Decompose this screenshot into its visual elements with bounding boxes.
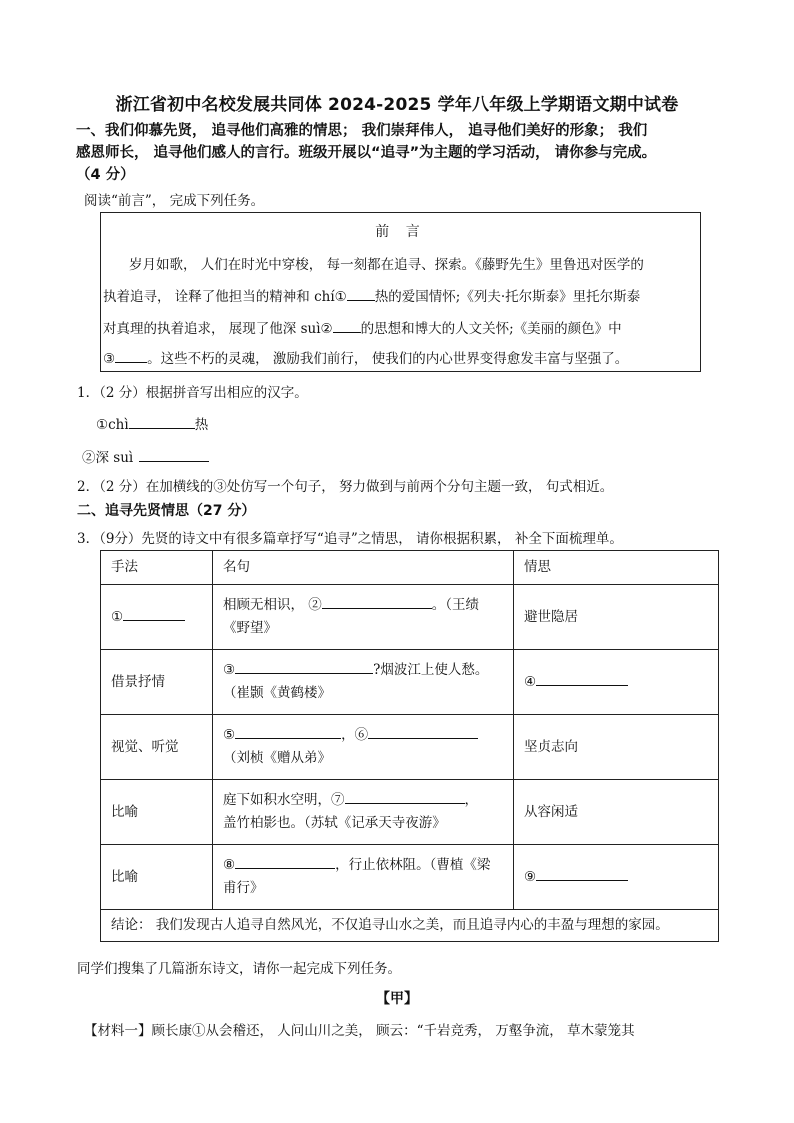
quote-part-a: ③ [223, 662, 236, 678]
preface-line-2 [103, 285, 640, 305]
cell-method: 视觉、听觉 [101, 715, 213, 780]
quote-part-b: ，行止依林阻。（曹植《梁 [335, 857, 491, 873]
answer-blank-5[interactable] [235, 724, 341, 739]
answer-blank-8[interactable] [235, 854, 335, 869]
cell-method: 借景抒情 [101, 650, 213, 715]
cell-quote [213, 845, 514, 910]
quote-part-a: ⑤ [223, 727, 236, 743]
table-row [101, 585, 719, 650]
answer-blank-6[interactable] [368, 724, 478, 739]
quote-part-c: 《野望》 [223, 620, 277, 636]
cell-quote [213, 715, 514, 780]
cell-emotion [514, 845, 719, 910]
cell-emotion: 避世隐居 [514, 585, 719, 650]
quote-part-c: 盖竹柏影也。（苏轼《记承天寺夜游》 [223, 815, 446, 831]
preface-heading: 前 言 [375, 224, 426, 240]
q1-item-2 [82, 446, 209, 466]
section1-line-3: （4 分） [76, 167, 135, 183]
quote-part-a: ⑧ [223, 857, 236, 873]
preface-line-2b: 热的爱国情怀;《列夫·托尔斯泰》里托尔斯泰 [374, 289, 641, 305]
quote-part-c: 甫行》 [223, 880, 264, 896]
cell-emotion: 从容闲适 [514, 780, 719, 845]
method-label: ① [111, 608, 124, 625]
preface-line-4a: ③ [103, 351, 116, 367]
exam-title: 浙江省初中名校发展共同体 2024-2025 学年八年级上学期语文期中试卷 [115, 95, 679, 115]
quote-part-a: 相顾无相识， ② [223, 597, 322, 613]
q1-stem: 1．（2 分）根据拼音写出相应的汉字。 [77, 385, 308, 401]
cell-method [101, 585, 213, 650]
blank-3[interactable] [115, 348, 147, 363]
section1-heading [76, 120, 746, 186]
header-method: 手法 [101, 551, 213, 585]
answer-blank-7[interactable] [345, 789, 465, 804]
preface-line-3 [103, 317, 622, 337]
q1-answer-1[interactable] [129, 414, 195, 429]
table-header-row [101, 551, 719, 585]
preface-line-2a: 执着追寻， 诠释了他担当的精神和 chí① [103, 289, 347, 305]
after-table-text: 同学们搜集了几篇浙东诗文，请你一起完成下列任务。 [77, 961, 401, 977]
section1-line-2: 感恩师长， 追寻他们感人的言行。班级开展以“追寻”为主题的学习活动， 请你参与完成。 [76, 145, 657, 161]
answer-blank-3[interactable] [235, 659, 373, 674]
cell-method: 比喻 [101, 780, 213, 845]
quote-part-a: 庭下如积水空明，⑦ [223, 792, 345, 808]
conclusion-row [101, 910, 719, 942]
preface-line-3b: 的思想和博大的人文关怀;《美丽的颜色》中 [360, 321, 622, 337]
section1-instruction: 阅读“前言”， 完成下列任务。 [84, 193, 265, 209]
quote-part-b: 。（王绩 [431, 597, 480, 613]
table-row [101, 845, 719, 910]
cell-quote [213, 585, 514, 650]
q1-item-2-label: ②深 suì [82, 450, 134, 466]
cell-method: 比喻 [101, 845, 213, 910]
header-emotion: 情思 [514, 551, 719, 585]
answer-blank-9[interactable] [536, 866, 628, 881]
preface-line-3a: 对真理的执着追求， 展现了他深 suì② [103, 321, 333, 337]
q3-stem: 3．（9分）先贤的诗文中有很多篇章抒写“追寻”之情思， 请你根据积累， 补全下面梳理单。 [77, 531, 623, 547]
material-1: 【材料一】顾长康①从会稽还， 人问山川之美， 顾云：“千岩竞秀， 万壑争流， 草木蒙笼其 [84, 1023, 635, 1039]
q1-item-1 [96, 413, 208, 433]
cell-quote [213, 650, 514, 715]
quote-part-c: （刘桢《赠从弟》 [223, 750, 331, 766]
quote-part-b: ?烟波江上使人愁。 [373, 662, 489, 678]
q1-item-1-label: ①chì [96, 417, 129, 433]
section1-line-1: 一、我们仰慕先贤， 追寻他们高雅的情思； 我们崇拜伟人， 追寻他们美好的形象； 我们 [76, 123, 648, 139]
quote-part-c: （崔颢《黄鹤楼》 [223, 685, 331, 701]
table-row [101, 650, 719, 715]
section2-heading: 二、追寻先贤情思（27 分） [77, 503, 256, 519]
preface-line-1: 岁月如歌， 人们在时光中穿梭， 每一刻都在追寻、探索。《藤野先生》里鲁迅对医学的 [129, 257, 644, 273]
answer-blank-1[interactable] [123, 606, 185, 621]
conclusion-cell: 结论： 我们发现古人追寻自然风光，不仅追寻山水之美，而且追寻内心的丰盈与理想的家园。 [101, 910, 719, 942]
blank-1[interactable] [347, 286, 375, 301]
worksheet-table [100, 550, 719, 942]
quote-part-b: ，⑥ [341, 727, 369, 743]
jia-heading: 【甲】 [376, 991, 418, 1007]
blank-2[interactable] [333, 318, 361, 333]
table-row [101, 780, 719, 845]
q1-item-1-suffix: 热 [194, 417, 209, 433]
answer-blank-4[interactable] [536, 671, 628, 686]
emotion-label: ④ [524, 673, 537, 690]
preface-line-4b: 。这些不朽的灵魂， 激励我们前行， 使我们的内心世界变得愈发丰富与坚强了。 [147, 351, 629, 367]
q1-answer-2[interactable] [139, 447, 209, 462]
preface-line-4 [103, 347, 628, 367]
header-quote: 名句 [213, 551, 514, 585]
cell-quote [213, 780, 514, 845]
cell-emotion: 坚贞志向 [514, 715, 719, 780]
table-row [101, 715, 719, 780]
quote-part-b: ， [464, 792, 478, 808]
q2-stem: 2．（2 分）在加横线的③处仿写一个句子， 努力做到与前两个分句主题一致， 句式相近。 [77, 479, 614, 495]
preface-box [100, 212, 701, 372]
cell-emotion [514, 650, 719, 715]
answer-blank-2[interactable] [322, 594, 432, 609]
emotion-label: ⑨ [524, 868, 537, 885]
